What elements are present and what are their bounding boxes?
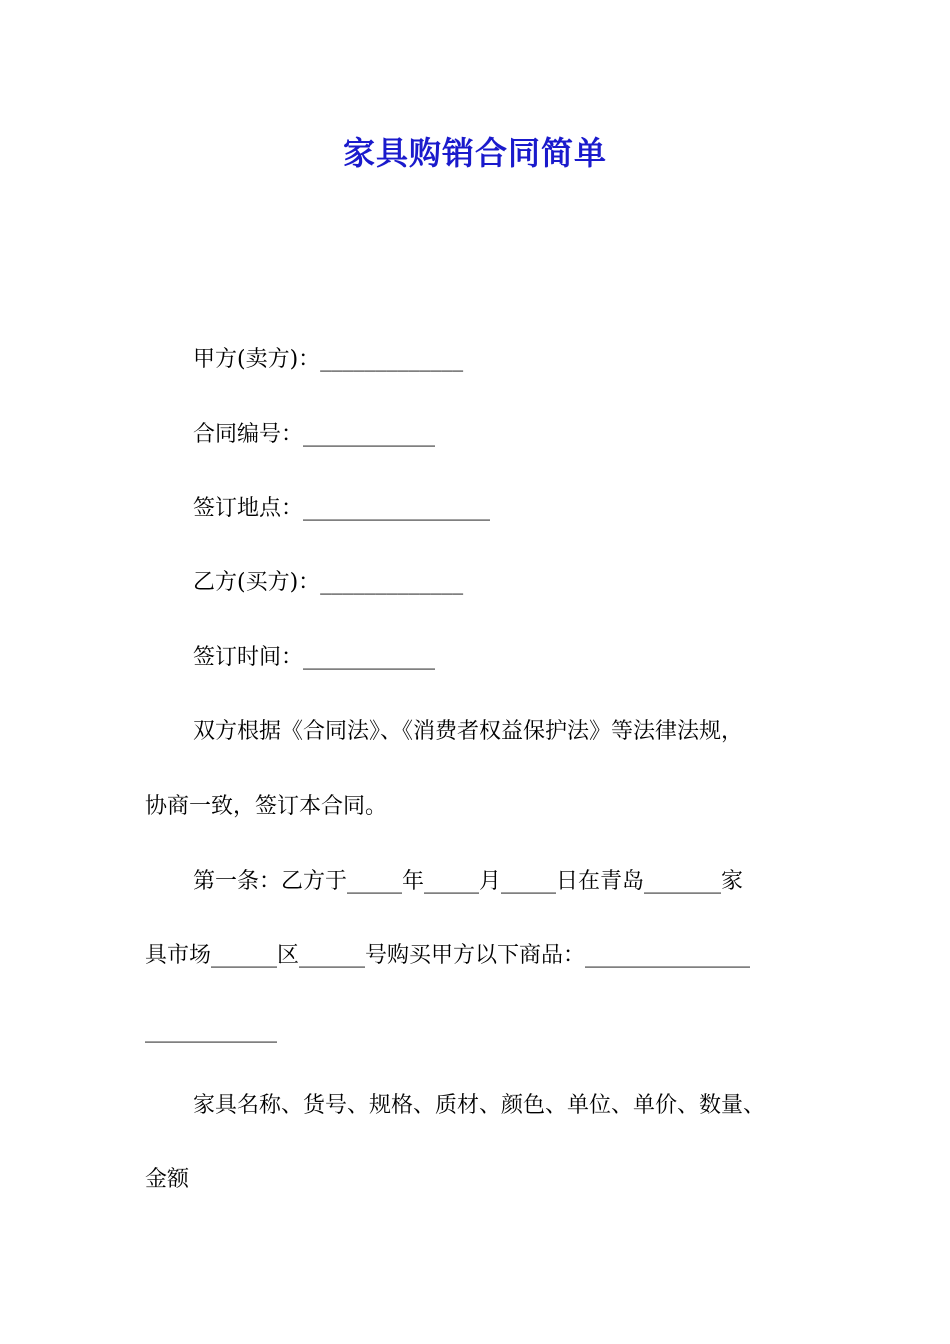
intro-paragraph-line-2: 协商一致，签订本合同。 [145, 794, 388, 819]
article-1-line-2: 具市场______区______号购买甲方以下商品：_______________ [145, 943, 751, 968]
seller-field: 甲方(卖方)：_____________ [193, 347, 464, 372]
buyer-field: 乙方(买方)：_____________ [193, 570, 464, 595]
signing-time-field: 签订时间：____________ [193, 645, 436, 670]
item-columns-line-2: 金额 [145, 1167, 190, 1192]
item-columns-line-1: 家具名称、货号、规格、质材、颜色、单位、单价、数量、 [193, 1093, 766, 1118]
signing-place-field: 签订地点：_________________ [193, 496, 491, 521]
intro-paragraph-line-1: 双方根据《合同法》、《消费者权益保护法》等法律法规， [193, 719, 744, 744]
page-title: 家具购销合同简单 [342, 134, 607, 172]
article-1-line-3: ____________ [145, 1018, 277, 1043]
article-1-line-1: 第一条：乙方于_____年_____月_____日在青岛_______家 [193, 869, 744, 894]
contract-number-field: 合同编号：____________ [193, 422, 436, 447]
